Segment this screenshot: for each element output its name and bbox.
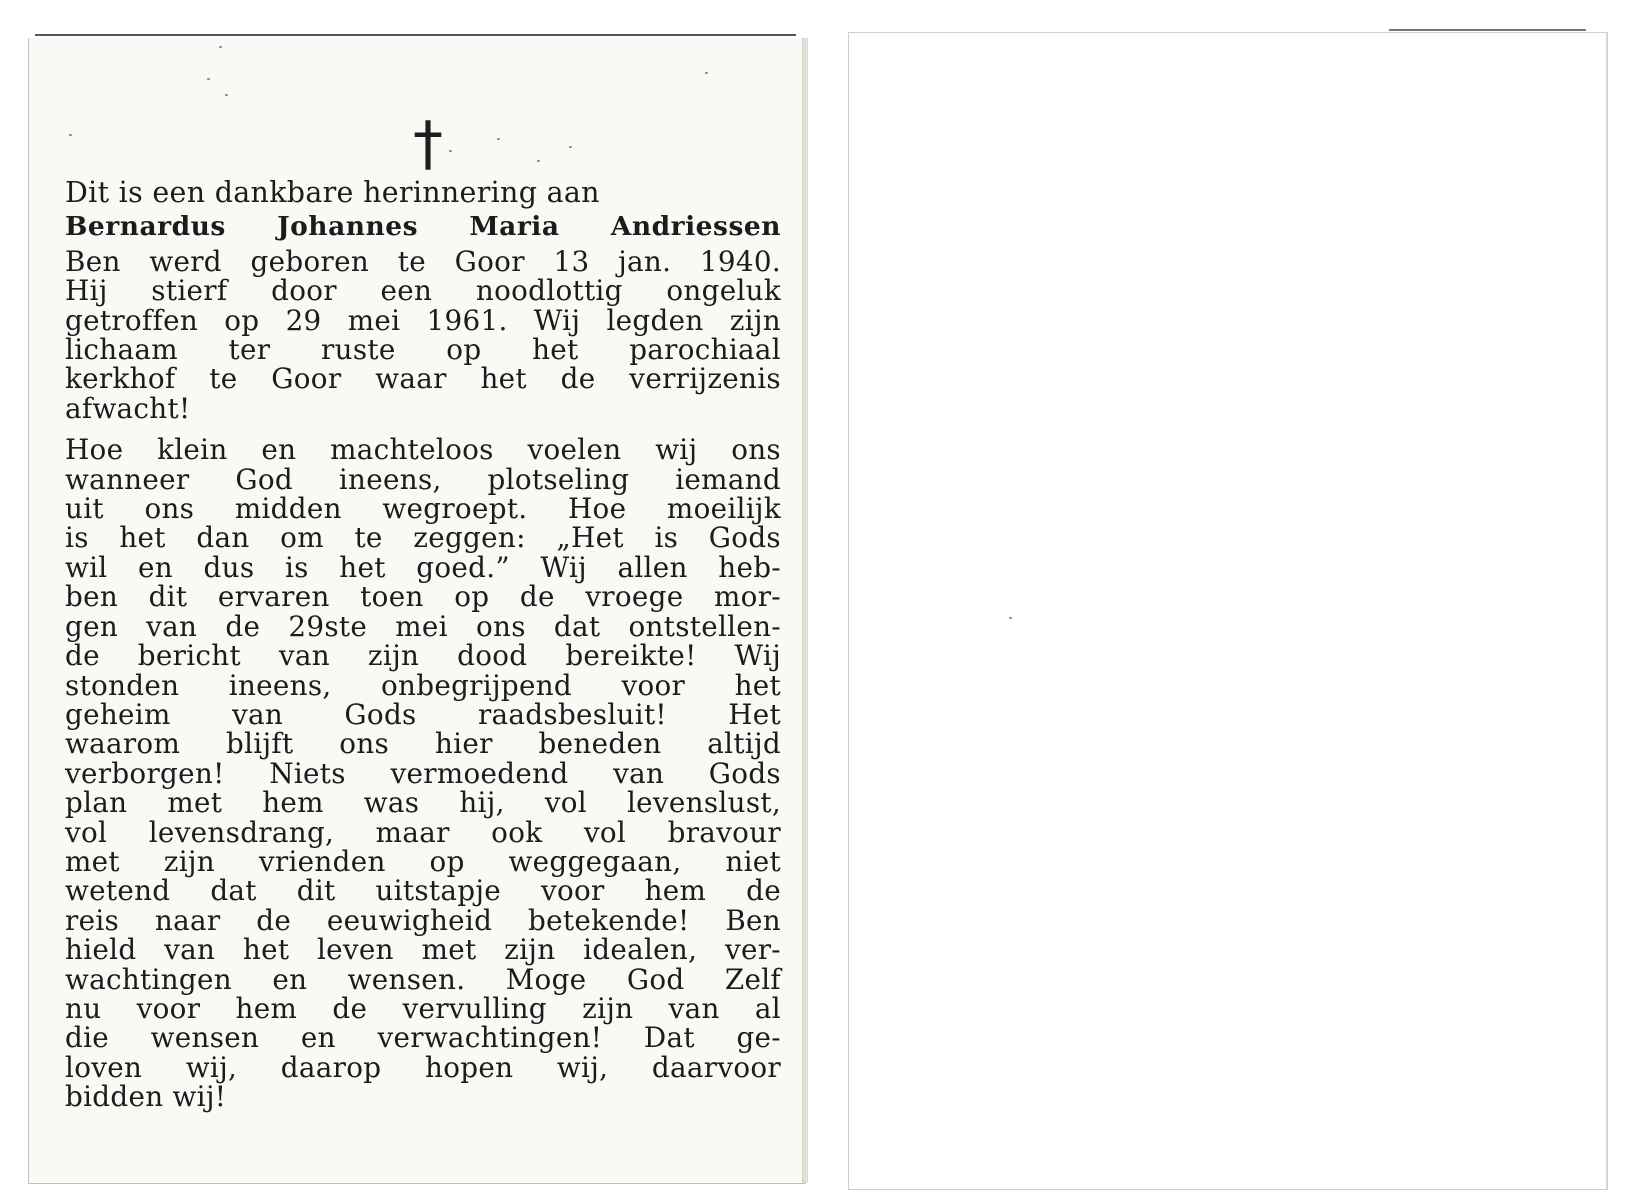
text-line: Ben werd geboren te Goor 13 jan. 1940. — [65, 244, 781, 278]
text-line: loven wij, daarop hopen wij, daarvoor — [65, 1050, 781, 1084]
intro-line: Dit is een dankbare herinnering aan — [65, 176, 600, 209]
text-line: gen van de 29ste mei ons dat ontstellen- — [65, 609, 781, 643]
text-line: geheim van Gods raadsbesluit! Het — [65, 697, 781, 731]
text-line: bidden wij! — [65, 1080, 227, 1114]
scan-speck — [69, 134, 72, 136]
text-line: getroffen op 29 mei 1961. Wij legden zijn — [65, 303, 781, 337]
text-line: uit ons midden wegroept. Hoe moeilijk — [65, 492, 781, 526]
text-line: reis naar de eeuwigheid betekende! Ben — [65, 903, 781, 937]
card-text — [65, 178, 781, 1112]
scan-speck — [537, 160, 540, 162]
text-line: stonden ineens, onbegrijpend voor het — [65, 668, 781, 702]
scan-speck — [207, 78, 210, 80]
text-line: met zijn vrienden op weggegaan, niet — [65, 844, 781, 878]
text-line: Hoe klein en machteloos voelen wij ons — [65, 433, 781, 467]
text-line: waarom blijft ons hier beneden altijd — [65, 727, 781, 761]
memorial-card-back — [848, 32, 1608, 1190]
text-line: wil en dus is het goed.” Wij allen heb- — [65, 550, 781, 584]
text-line: kerkhof te Goor waar het de verrijzenis — [65, 362, 781, 396]
text-line: die wensen en verwachtingen! Dat ge- — [65, 1021, 781, 1055]
deceased-name: Bernardus Johannes Maria Andriessen — [65, 211, 781, 243]
text-line: plan met hem was hij, vol levenslust, — [65, 786, 781, 820]
text-line: afwacht! — [65, 391, 191, 425]
text-line: nu voor hem de vervulling zijn van al — [65, 991, 781, 1025]
text-line: wachtingen en wensen. Moge God Zelf — [65, 962, 781, 996]
memorial-card-front — [28, 38, 806, 1184]
text-line: de bericht van zijn dood bereikte! Wij — [65, 639, 781, 673]
scan-speck — [1009, 617, 1012, 619]
text-line: lichaam ter ruste op het parochiaal — [65, 333, 781, 367]
reflection-paragraph — [65, 433, 781, 1114]
scan-speck — [497, 138, 500, 140]
biography-paragraph — [65, 244, 781, 425]
scan-speck — [569, 146, 572, 148]
scan-speck — [705, 72, 708, 74]
text-line: ben dit ervaren toen op de vroege mor- — [65, 580, 781, 614]
scan-speck — [449, 150, 452, 152]
scan-speck — [219, 46, 222, 48]
text-line: hield van het leven met zijn idealen, ver- — [65, 933, 781, 967]
scan-speck — [225, 94, 228, 96]
text-line: is het dan om te zeggen: „Het is Gods — [65, 521, 781, 555]
text-line: Hij stierf door een noodlottig ongeluk — [65, 274, 781, 308]
text-line: vol levensdrang, maar ook vol bravour — [65, 815, 781, 849]
text-line: wetend dat dit uitstapje voor hem de — [65, 874, 781, 908]
text-line: wanneer God ineens, plotseling iemand — [65, 462, 781, 496]
text-line: verborgen! Niets vermoedend van Gods — [65, 756, 781, 790]
cross-icon: † — [413, 109, 443, 179]
